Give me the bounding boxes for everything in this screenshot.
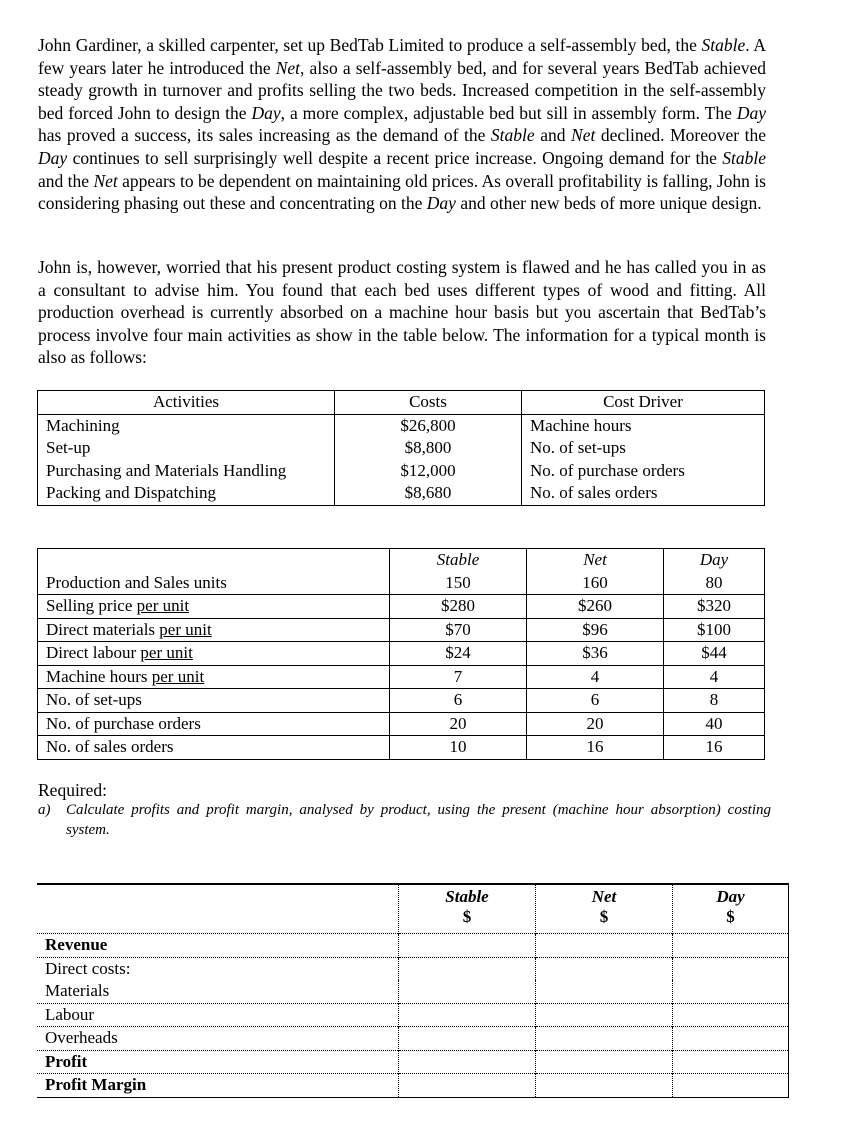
- answer-cell-net[interactable]: [536, 934, 673, 958]
- answer-cell-stable[interactable]: [399, 980, 536, 1003]
- net-value: $260: [527, 595, 664, 619]
- activity-cost: $26,800: [335, 414, 522, 437]
- answer-row-revenue: [37, 934, 789, 958]
- activity-row: [38, 482, 765, 505]
- question-a-label: a): [38, 802, 51, 818]
- net-value: 16: [527, 736, 664, 760]
- answer-row-direct-costs: [37, 957, 789, 980]
- activities-table: [37, 390, 765, 506]
- answer-cell-day[interactable]: [673, 1027, 789, 1051]
- day-value: 4: [664, 665, 765, 689]
- answer-cell-day[interactable]: [673, 934, 789, 958]
- stable-value: $280: [390, 595, 527, 619]
- net-value: $96: [527, 618, 664, 642]
- answer-cell-stable[interactable]: [399, 934, 536, 958]
- day-value: $320: [664, 595, 765, 619]
- answer-cell-stable[interactable]: [399, 1027, 536, 1051]
- answer-cell-net[interactable]: [536, 1027, 673, 1051]
- product-row: [38, 642, 765, 666]
- activity-row: [38, 460, 765, 483]
- answer-cell-day[interactable]: [673, 1003, 789, 1027]
- stable-value: 20: [390, 712, 527, 736]
- answer-cell-stable[interactable]: [399, 1050, 536, 1074]
- activity-driver: Machine hours: [522, 414, 765, 437]
- net-value: 160: [527, 572, 664, 595]
- day-value: 40: [664, 712, 765, 736]
- product-data-table: [37, 548, 765, 760]
- answer-header-blank: [37, 884, 399, 934]
- header-day: Day: [664, 549, 765, 572]
- answer-row-overheads: [37, 1027, 789, 1051]
- answer-cell-net[interactable]: [536, 957, 673, 980]
- row-label: Direct labour per unit: [38, 642, 390, 666]
- answer-label: Labour: [37, 1003, 399, 1027]
- row-label: Direct materials per unit: [38, 618, 390, 642]
- header-activities: Activities: [38, 391, 335, 415]
- activity-cost: $8,680: [335, 482, 522, 505]
- header-costs: Costs: [335, 391, 522, 415]
- consultant-paragraph: John is, however, worried that his present product costing system is flawed and he has called you in as a consultant to advise him. You found that each bed uses different types of wood and fitting. All production overhead is currently absorbed on a machine hour basis but you ascertain that BedTab’s process involve four main activities as show in the table below. The information for a typical month is also as follows:: [38, 257, 766, 368]
- answer-cell-day[interactable]: [673, 1050, 789, 1074]
- answer-label: Direct costs:: [37, 957, 399, 980]
- net-value: $36: [527, 642, 664, 666]
- product-row: [38, 595, 765, 619]
- day-value: $44: [664, 642, 765, 666]
- answer-header-day: Day $: [673, 884, 789, 934]
- stable-value: 10: [390, 736, 527, 760]
- activities-header-row: [38, 391, 765, 415]
- answer-table: [37, 883, 789, 1098]
- net-value: 6: [527, 689, 664, 713]
- product-row: [38, 618, 765, 642]
- day-value: 16: [664, 736, 765, 760]
- activity-row: [38, 437, 765, 460]
- product-row: [38, 712, 765, 736]
- answer-cell-day[interactable]: [673, 1074, 789, 1098]
- row-label: Production and Sales units: [46, 572, 227, 592]
- answer-label: Profit: [37, 1050, 399, 1074]
- activity-row: [38, 414, 765, 437]
- answer-header-row: [37, 884, 789, 934]
- product-header-row: [38, 549, 765, 572]
- row-label: No. of set-ups: [38, 689, 390, 713]
- answer-cell-day[interactable]: [673, 957, 789, 980]
- day-value: 80: [664, 572, 765, 595]
- answer-cell-stable[interactable]: [399, 1074, 536, 1098]
- answer-row-labour: [37, 1003, 789, 1027]
- question-a: [38, 800, 778, 840]
- activity-name: Set-up: [46, 438, 91, 457]
- activity-cost: $12,000: [335, 460, 522, 483]
- header-stable: Stable: [390, 549, 527, 572]
- activity-driver: No. of purchase orders: [522, 460, 765, 483]
- answer-cell-stable[interactable]: [399, 957, 536, 980]
- answer-row-profit-margin: [37, 1074, 789, 1098]
- net-value: 20: [527, 712, 664, 736]
- activity-driver: No. of sales orders: [522, 482, 765, 505]
- answer-label: Profit Margin: [37, 1074, 399, 1098]
- row-label: No. of sales orders: [38, 736, 390, 760]
- answer-cell-net[interactable]: [536, 1050, 673, 1074]
- answer-label: Materials: [45, 981, 110, 1000]
- day-value: 8: [664, 689, 765, 713]
- answer-row-materials: [37, 980, 789, 1003]
- product-row: [38, 572, 765, 595]
- day-value: $100: [664, 618, 765, 642]
- row-label: Machine hours per unit: [38, 665, 390, 689]
- answer-label: Revenue: [37, 934, 399, 958]
- header-cost-driver: Cost Driver: [522, 391, 765, 415]
- stable-value: $70: [390, 618, 527, 642]
- stable-value: 7: [390, 665, 527, 689]
- product-row: [38, 689, 765, 713]
- net-value: 4: [527, 665, 664, 689]
- stable-value: 150: [390, 572, 527, 595]
- answer-header-net: Net $: [536, 884, 673, 934]
- product-row: [38, 665, 765, 689]
- answer-cell-day[interactable]: [673, 980, 789, 1003]
- stable-value: 6: [390, 689, 527, 713]
- answer-row-profit: [37, 1050, 789, 1074]
- header-blank: [38, 549, 390, 572]
- header-net: Net: [527, 549, 664, 572]
- answer-label: Overheads: [37, 1027, 399, 1051]
- stable-value: $24: [390, 642, 527, 666]
- required-heading: Required:: [38, 780, 108, 800]
- activity-name: Purchasing and Materials Handling: [46, 460, 287, 480]
- product-row: [38, 736, 765, 760]
- question-a-text: Calculate profits and profit margin, analysed by product, using the present (machine hour absorption) costing system.: [66, 802, 771, 838]
- answer-header-stable: Stable $: [399, 884, 536, 934]
- activity-name: Packing and Dispatching: [46, 483, 216, 502]
- activity-cost: $8,800: [335, 437, 522, 460]
- answer-cell-net[interactable]: [536, 1003, 673, 1027]
- row-label: No. of purchase orders: [38, 712, 390, 736]
- answer-cell-stable[interactable]: [399, 1003, 536, 1027]
- answer-cell-net[interactable]: [536, 1074, 673, 1098]
- activity-driver: No. of set-ups: [522, 437, 765, 460]
- activity-name: Machining: [46, 415, 120, 435]
- answer-cell-net[interactable]: [536, 980, 673, 1003]
- row-label: Selling price per unit: [38, 595, 390, 619]
- intro-paragraph: John Gardiner, a skilled carpenter, set up BedTab Limited to produce a self-assembly bed, the Stable. A few years later he introduced the Net, also a self-assembly bed, and for several years BedTab achieved steady growth in turnover and profits selling the two beds. Increased competition in the self-assembly bed forced John to design the Day, a more complex, adjustable bed but sill in assembly form. The Day has proved a success, its sales increasing as the demand of the Stable and Net declined. Moreover the Day continues to sell surprisingly well despite a recent price increase. Ongoing demand for the Stable and the Net appears to be dependent on maintaining old prices. As overall profitability is falling, John is considering phasing out these and concentrating on the Day and other new beds of more unique design.: [38, 35, 766, 214]
